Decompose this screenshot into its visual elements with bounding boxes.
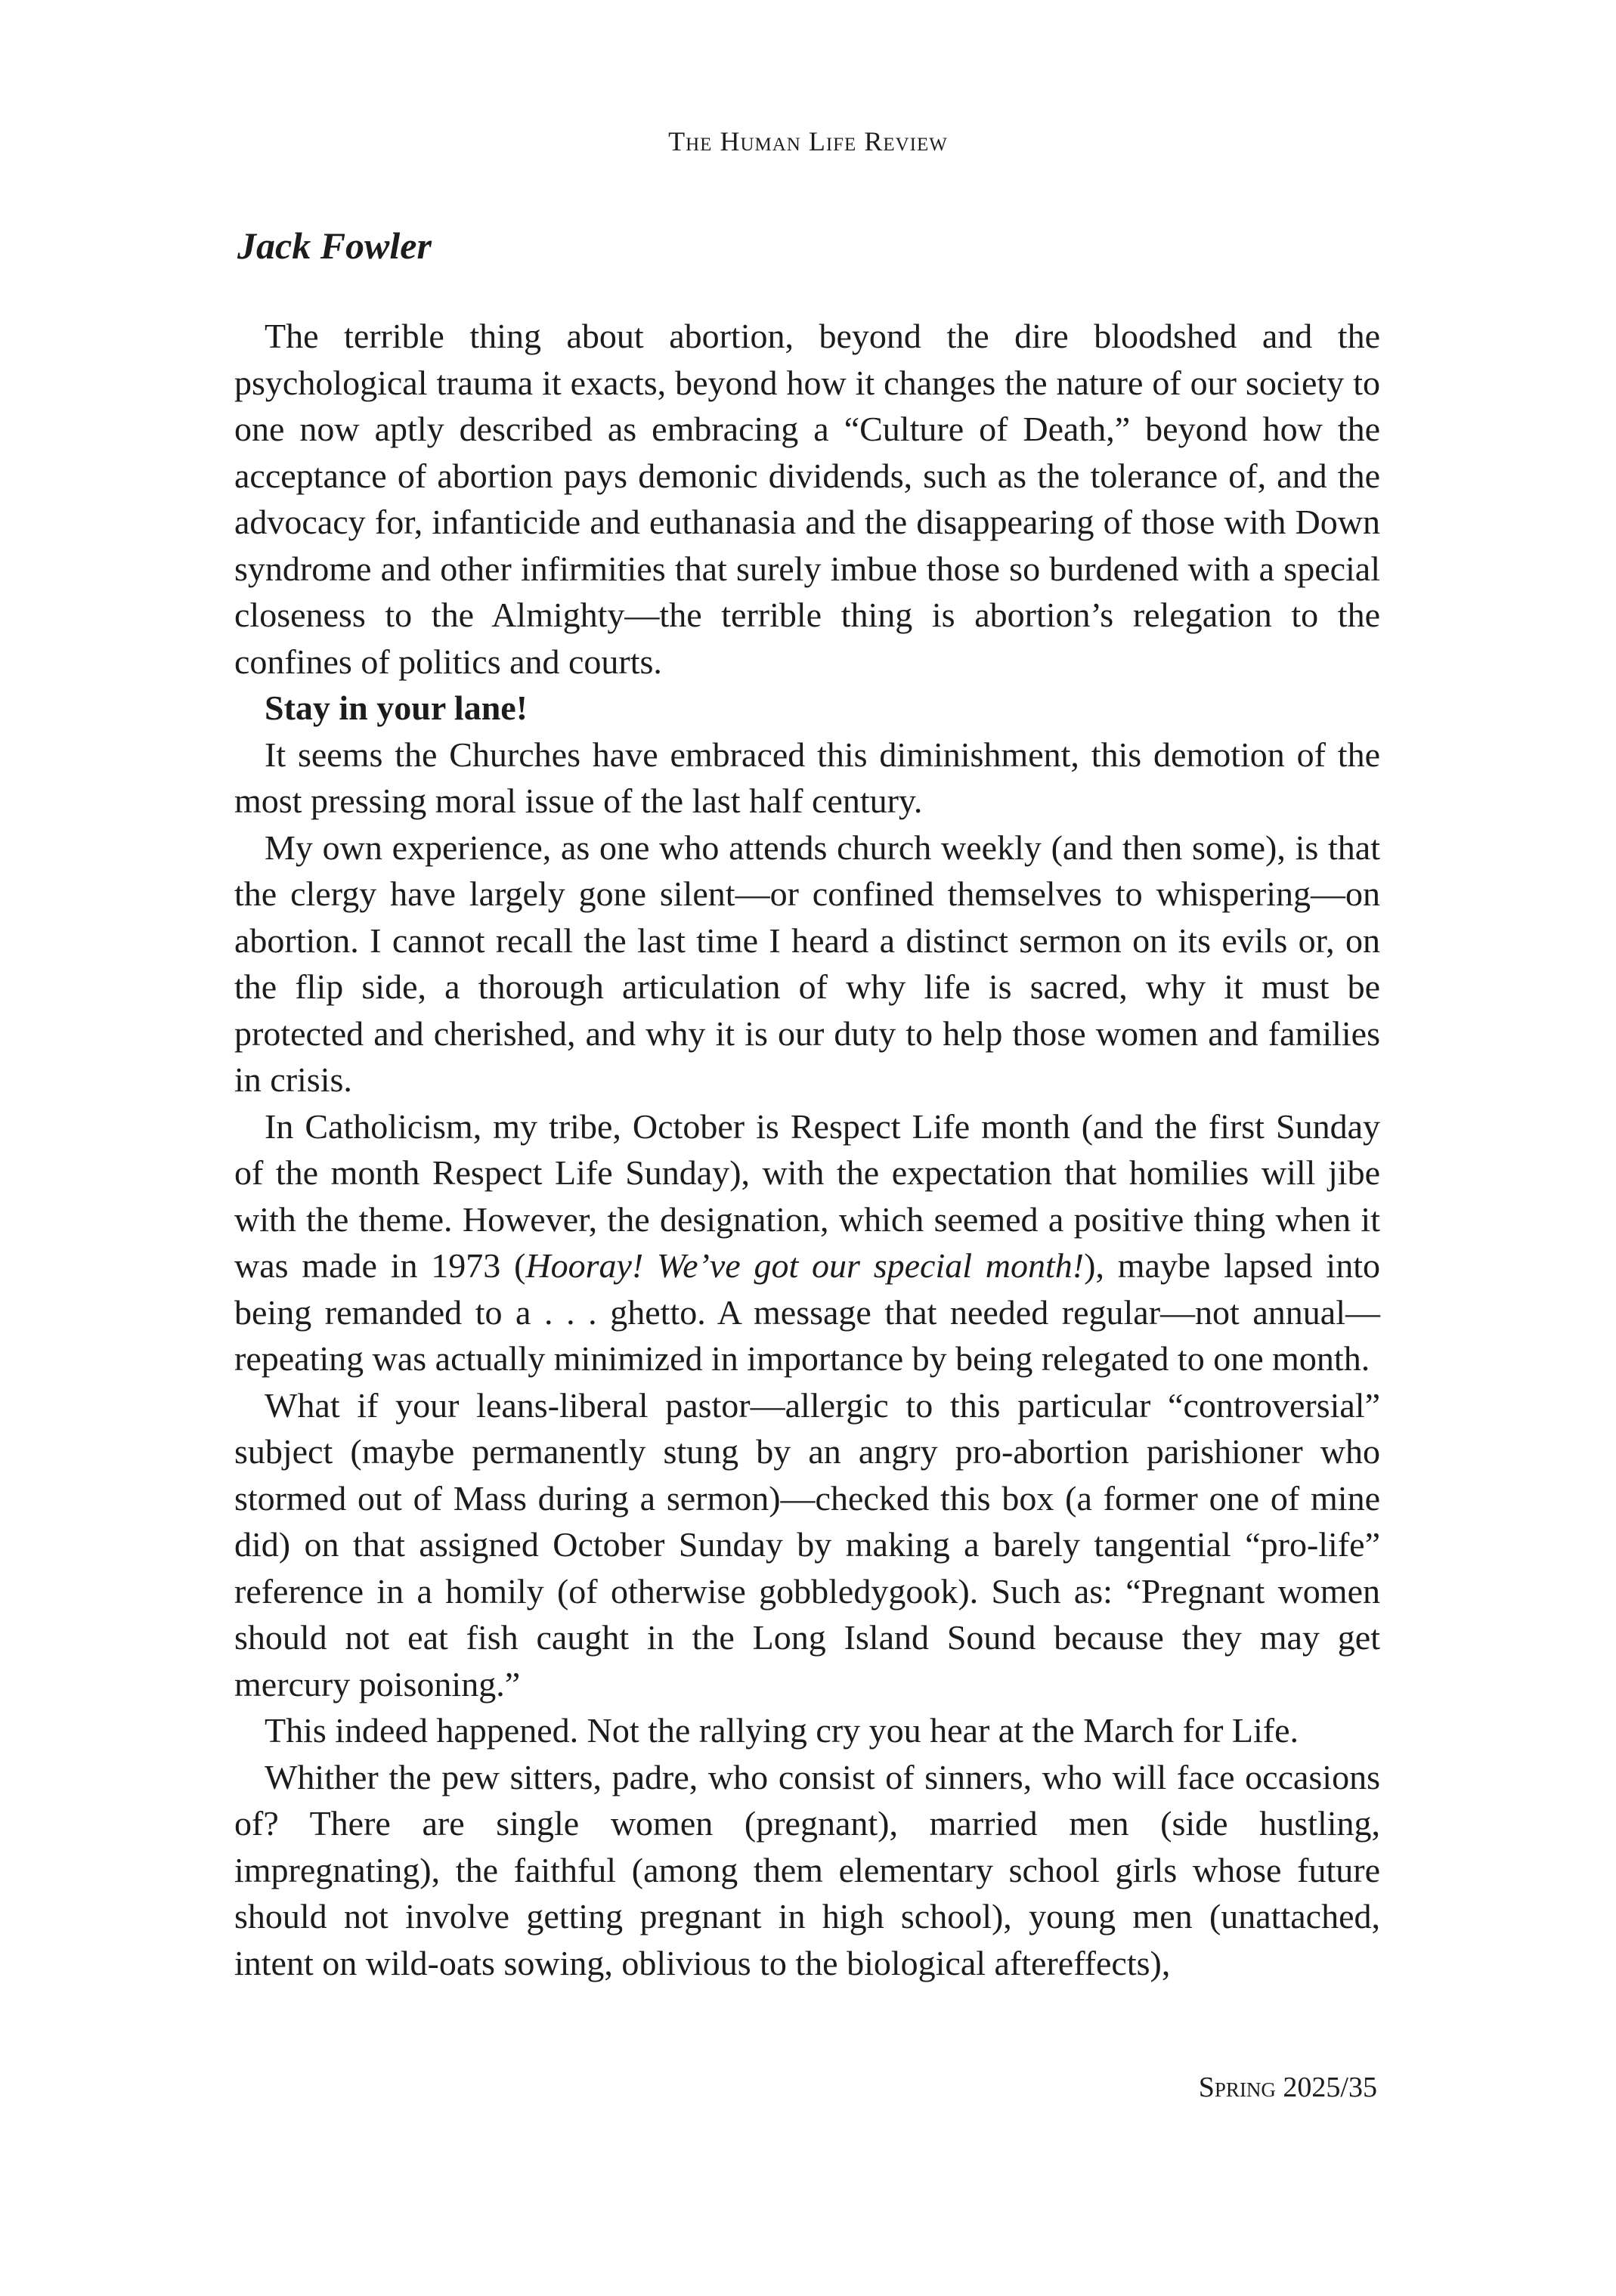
paragraph: Whither the pew sitters, padre, who consist of sinners, who will face occasions of? There are single women (pregnant), married men (side hustling, impregnating), the faithful (among them elementary school girls whose future should not involve getting pregnant in high school), young men (unattached, intent on wild-oats sowing, oblivious to the biological aftereffects), — [234, 1757, 1380, 1982]
page-folio: Spring 2025/35 — [1198, 2072, 1377, 2103]
running-head: The Human Life Review — [668, 126, 948, 156]
paragraph: My own experience, as one who attends church weekly (and then some), is that the clergy have largely gone silent—or confined themselves to whispering—on abortion. I cannot recall the last time I heard a distinct sermon on its evils or, on the flip side, a thorough articulation of why life is sacred, why it must be protected and cherished, and why it is our duty to help those women and families in crisis. — [234, 828, 1380, 1099]
italic-quote: Hooray! We’ve got our special month! — [525, 1246, 1085, 1285]
paragraph: What if your leans-liberal pastor—allergic to this particular “controversial” subject (maybe permanently stung by an angry pro-abortion parishioner who stormed out of Mass during a sermon)—checked this box (a former one of mine did) on that assigned October Sunday by making a barely tangential “pro-life” reference in a homily (of otherwise gobbledygook). Such as: “Pregnant women should not eat fish caught in the Long Island Sound because they may get mercury poisoning.” — [234, 1385, 1380, 1703]
paragraph: This indeed happened. Not the rallying cry you hear at the March for Life. — [265, 1711, 1299, 1750]
paragraph: It seems the Churches have embraced this diminishment, this demotion of the most pressing moral issue of the last half century. — [234, 735, 1380, 820]
paragraph-text: ), maybe lapsed into being remanded to a . . . ghetto. A message that needed regular—not annual—repeating was actually minimized in importance by being relegated to one month. — [234, 1246, 1380, 1378]
author-name: Jack Fowler — [237, 224, 432, 267]
section-subhead: Stay in your lane! — [265, 688, 528, 727]
article-body — [234, 313, 1380, 1986]
paragraph — [234, 1103, 1380, 1382]
paragraph-text: In Catholicism, my tribe, October is Respect Life month (and the first Sunday of the month Respect Life Sunday), with the expectation that homilies will jibe with the theme. However, the designation, which seemed a positive thing when it was made in 1973 ( — [234, 1106, 1380, 1285]
paragraph: The terrible thing about abortion, beyond the dire bloodshed and the psychological trauma it exacts, beyond how it changes the nature of our society to one now aptly described as embracing a “Culture of Death,” beyond how the acceptance of abortion pays demonic dividends, such as the tolerance of, and the advocacy for, infanticide and euthanasia and the disappearing of those with Down syndrome and other infirmities that surely imbue those so burdened with a special closeness to the Almighty—the terrible thing is abortion’s relegation to the confines of politics and courts. — [234, 317, 1380, 681]
